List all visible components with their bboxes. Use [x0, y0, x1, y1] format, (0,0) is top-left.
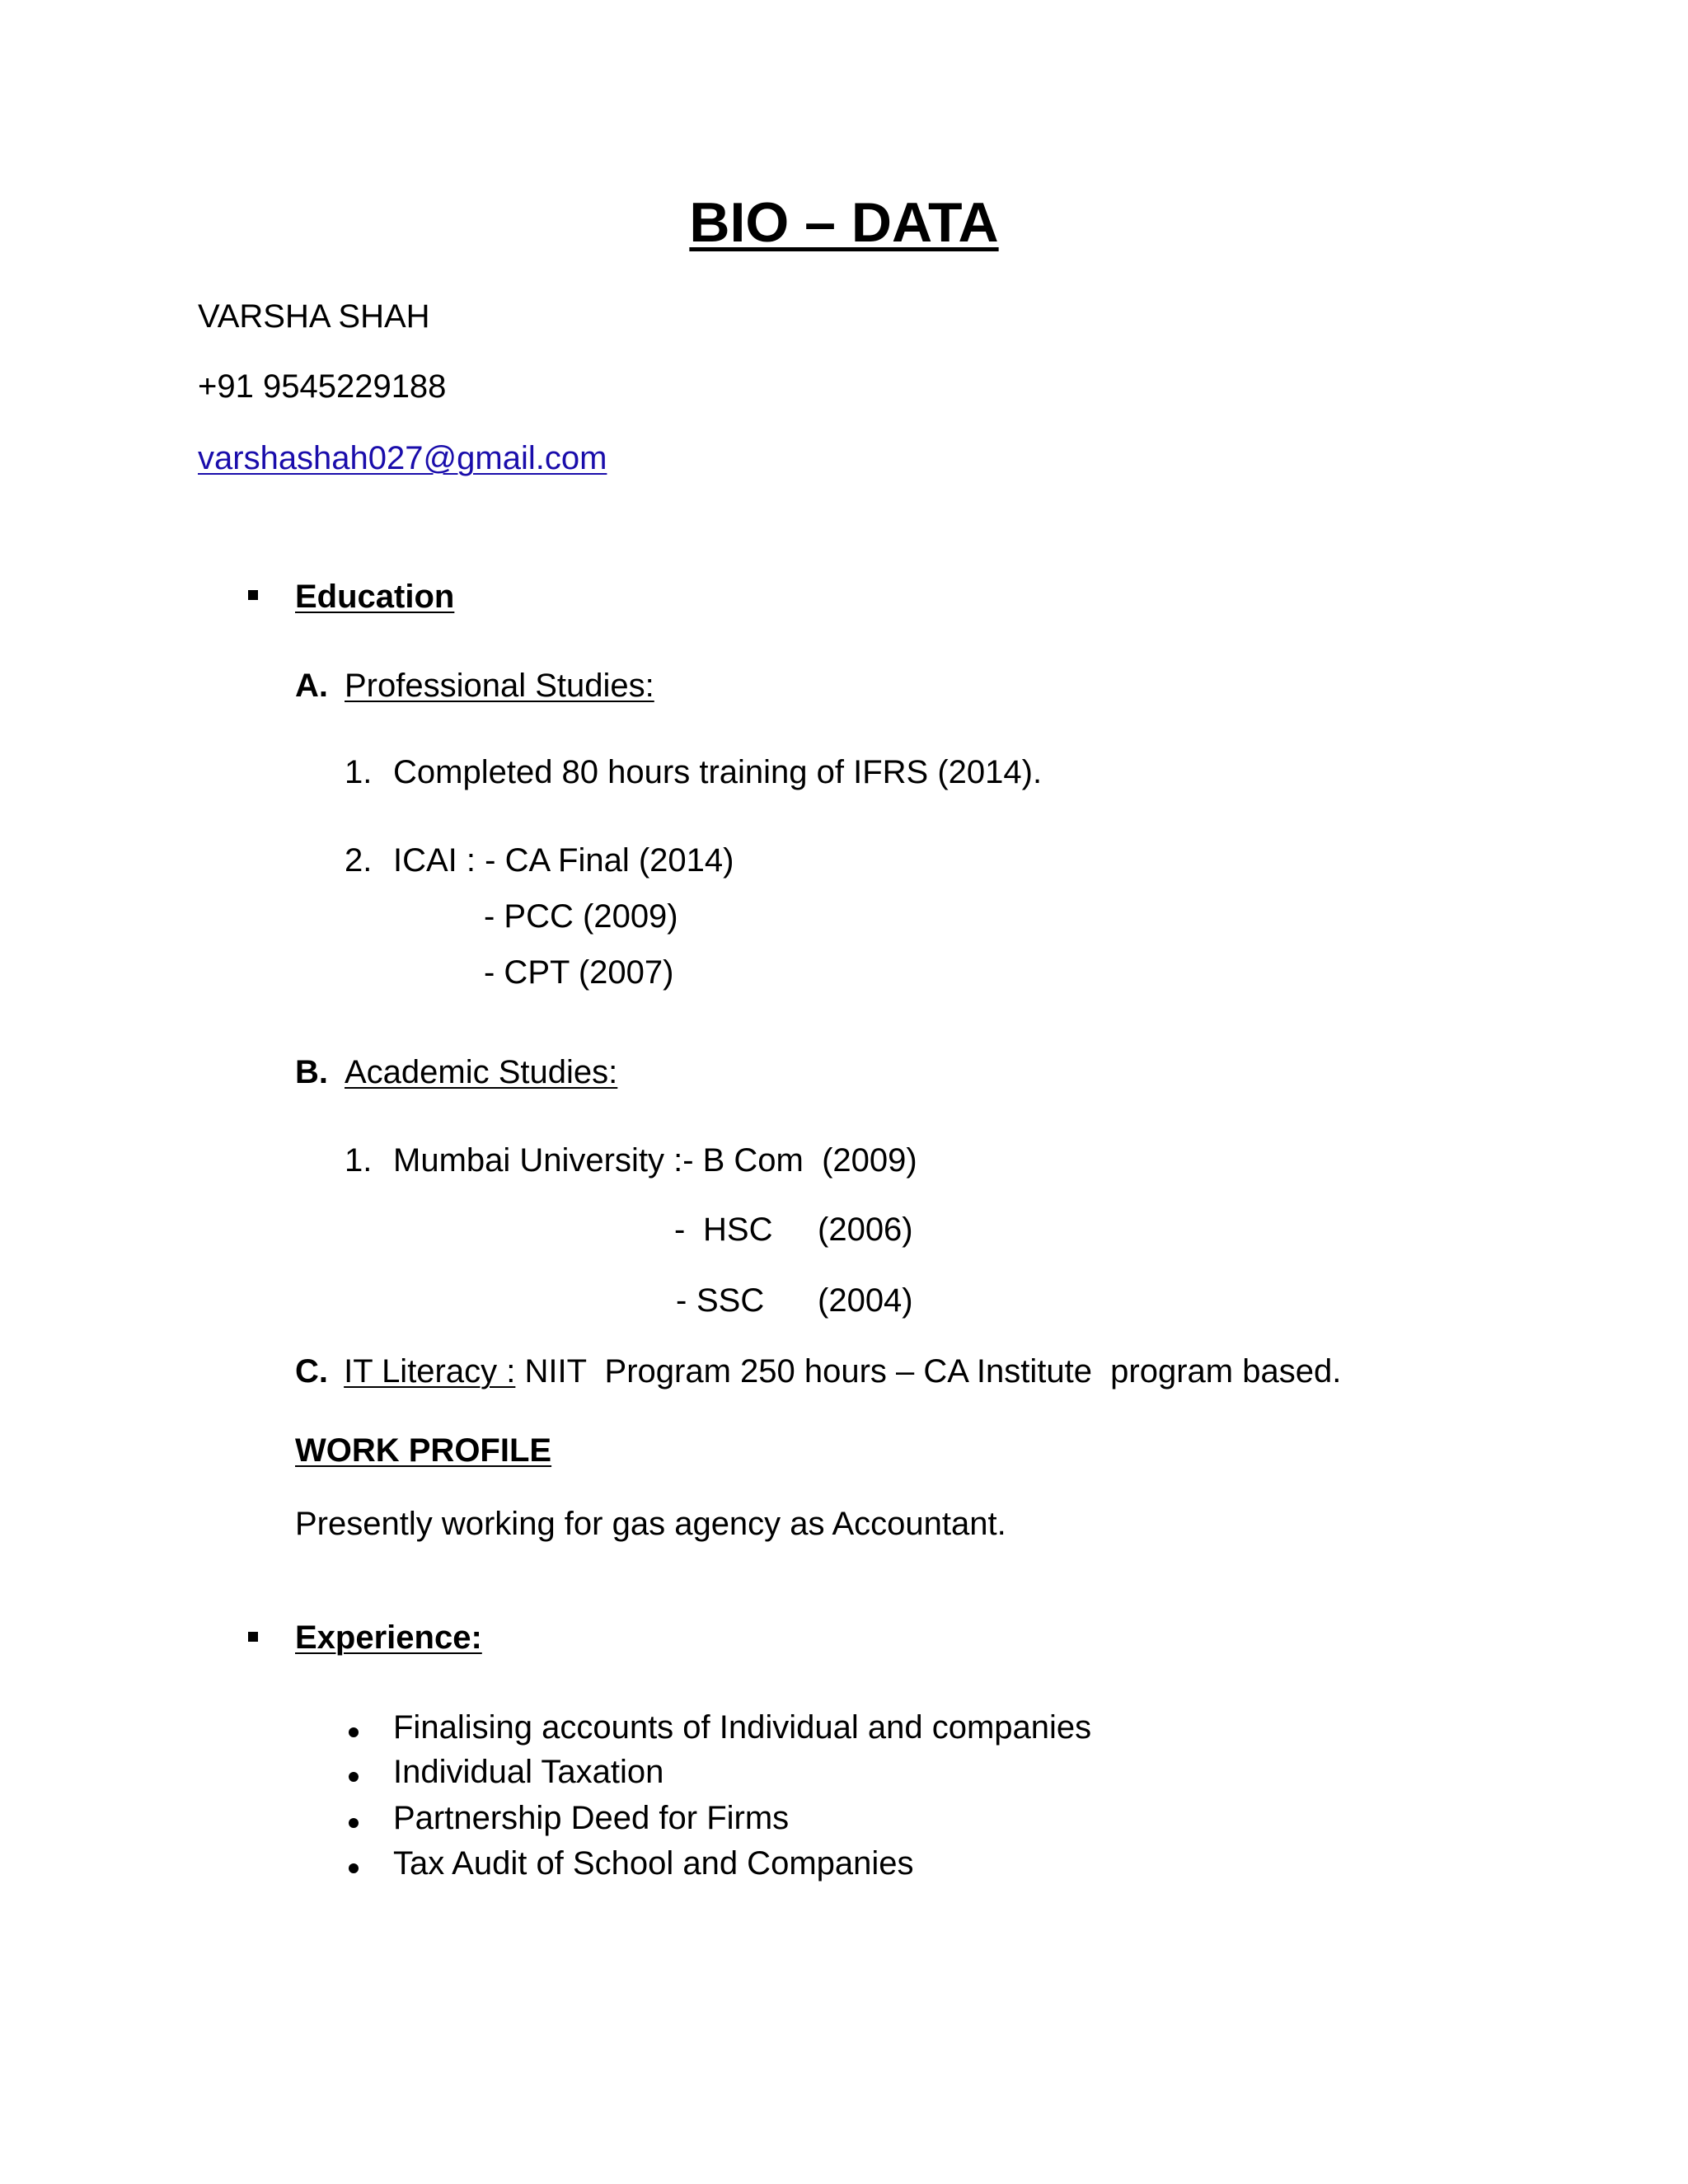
list-number: 1.: [345, 754, 373, 790]
academic-studies-label: Academic Studies:: [345, 1054, 618, 1090]
work-profile-heading: WORK PROFILE: [295, 1432, 552, 1469]
contact-email-link[interactable]: varshashah027@gmail.com: [198, 440, 607, 476]
bullet-icon: [349, 1772, 359, 1782]
experience-item: Finalising accounts of Individual and companies: [393, 1709, 1092, 1746]
it-literacy-text: NIIT Program 250 hours – CA Institute program based.: [515, 1353, 1342, 1390]
section-letter-a: A.: [295, 668, 328, 704]
icai-pcc: - PCC (2009): [484, 898, 678, 935]
hsc-degree: HSC: [703, 1212, 773, 1248]
page-title: BIO – DATA: [689, 191, 999, 254]
section-letter-b: B.: [295, 1054, 328, 1090]
experience-item: Partnership Deed for Firms: [393, 1800, 790, 1836]
bullet-icon: [349, 1727, 359, 1737]
list-number: 1.: [345, 1142, 373, 1179]
hsc-year: (2006): [818, 1212, 913, 1248]
bullet-icon: [349, 1863, 359, 1873]
list-item: Completed 80 hours training of IFRS (2014).: [393, 754, 1043, 790]
square-bullet-icon: [248, 1632, 258, 1642]
experience-item: Tax Audit of School and Companies: [393, 1845, 914, 1882]
list-item: ICAI : - CA Final (2014): [393, 842, 734, 879]
contact-phone: +91 9545229188: [198, 368, 447, 405]
list-number: 2.: [345, 842, 373, 879]
contact-name: VARSHA SHAH: [198, 298, 430, 335]
icai-cpt: - CPT (2007): [484, 954, 674, 991]
list-item: Mumbai University :- B Com (2009): [393, 1142, 917, 1179]
professional-studies-label: Professional Studies:: [345, 668, 654, 704]
it-literacy-label: IT Literacy :: [344, 1353, 516, 1390]
work-profile-text: Presently working for gas agency as Accountant.: [295, 1506, 1006, 1542]
ssc-dash: -: [676, 1282, 687, 1319]
experience-item: Individual Taxation: [393, 1754, 664, 1790]
ssc-year: (2004): [818, 1282, 913, 1319]
it-literacy-line: [295, 1352, 1341, 1391]
section-letter-c: C.: [295, 1353, 328, 1390]
ssc-degree: SSC: [696, 1282, 765, 1319]
education-heading: Education: [295, 579, 455, 615]
experience-heading: Experience:: [295, 1619, 482, 1656]
hsc-dash: -: [674, 1212, 686, 1248]
bullet-icon: [349, 1818, 359, 1828]
square-bullet-icon: [248, 590, 258, 600]
